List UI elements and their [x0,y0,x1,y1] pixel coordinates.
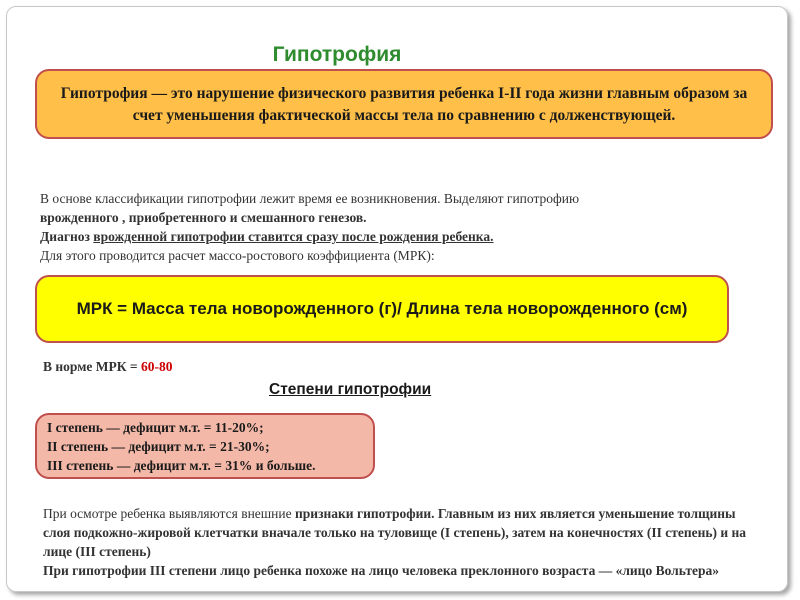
degree-item-1: I степень — дефицит м.т. = 11-20%; [47,420,264,435]
examination-intro: При осмотре ребенка выявляются внешние [43,506,295,521]
classification-paragraph [40,189,770,265]
page-title: Гипотрофия [272,43,402,66]
formula-box [35,275,729,343]
definition-text: Гипотрофия — это нарушение физического развития ребенка I-II года жизни главным образом за счет уменьшения фактической массы тела по сравнению с долженствующей. [60,85,748,124]
diagnosis-underlined: врожденной гипотрофии ставится сразу после рождения ребенка. [93,229,494,244]
classification-genesis: врожденного , приобретенного и смешанного генезов. [40,210,367,225]
voltaire-face-text: При гипотрофии III степени лицо ребенка похоже на лицо человека преклонного возраста — «лицо Вольтера» [43,563,719,578]
slide [6,6,788,592]
degree-item-3: III степень — дефицит м.т. = 31% и больше. [47,458,316,473]
classification-line-1: В основе классификации гипотрофии лежит время ее возникновения. Выделяют гипотрофию [40,191,580,206]
degrees-box [35,413,375,479]
norm-line [43,359,173,375]
degree-item-2: II степень — дефицит м.т. = 21-30%; [47,439,270,454]
degrees-heading: Степени гипотрофии [269,381,432,398]
norm-label: В норме МРК = [43,359,141,374]
examination-signs: признаки гипотрофии. Главным из них является уменьшение толщины слоя подкожно-жировой клетчатки вначале только на туловище (I степень), затем на конечностях (II степень) и на лице (III степень) [43,506,747,559]
mrk-intro: Для этого проводится расчет массо-ростового коэффициента (МРК): [40,248,435,263]
diagnosis-prefix: Диагноз [40,229,94,244]
examination-paragraph [43,504,763,580]
norm-value: 60-80 [141,359,173,374]
formula-text: МРК = Масса тела новорожденного (г)/ Длина тела новорожденного (см) [76,299,688,318]
definition-box [35,69,773,139]
